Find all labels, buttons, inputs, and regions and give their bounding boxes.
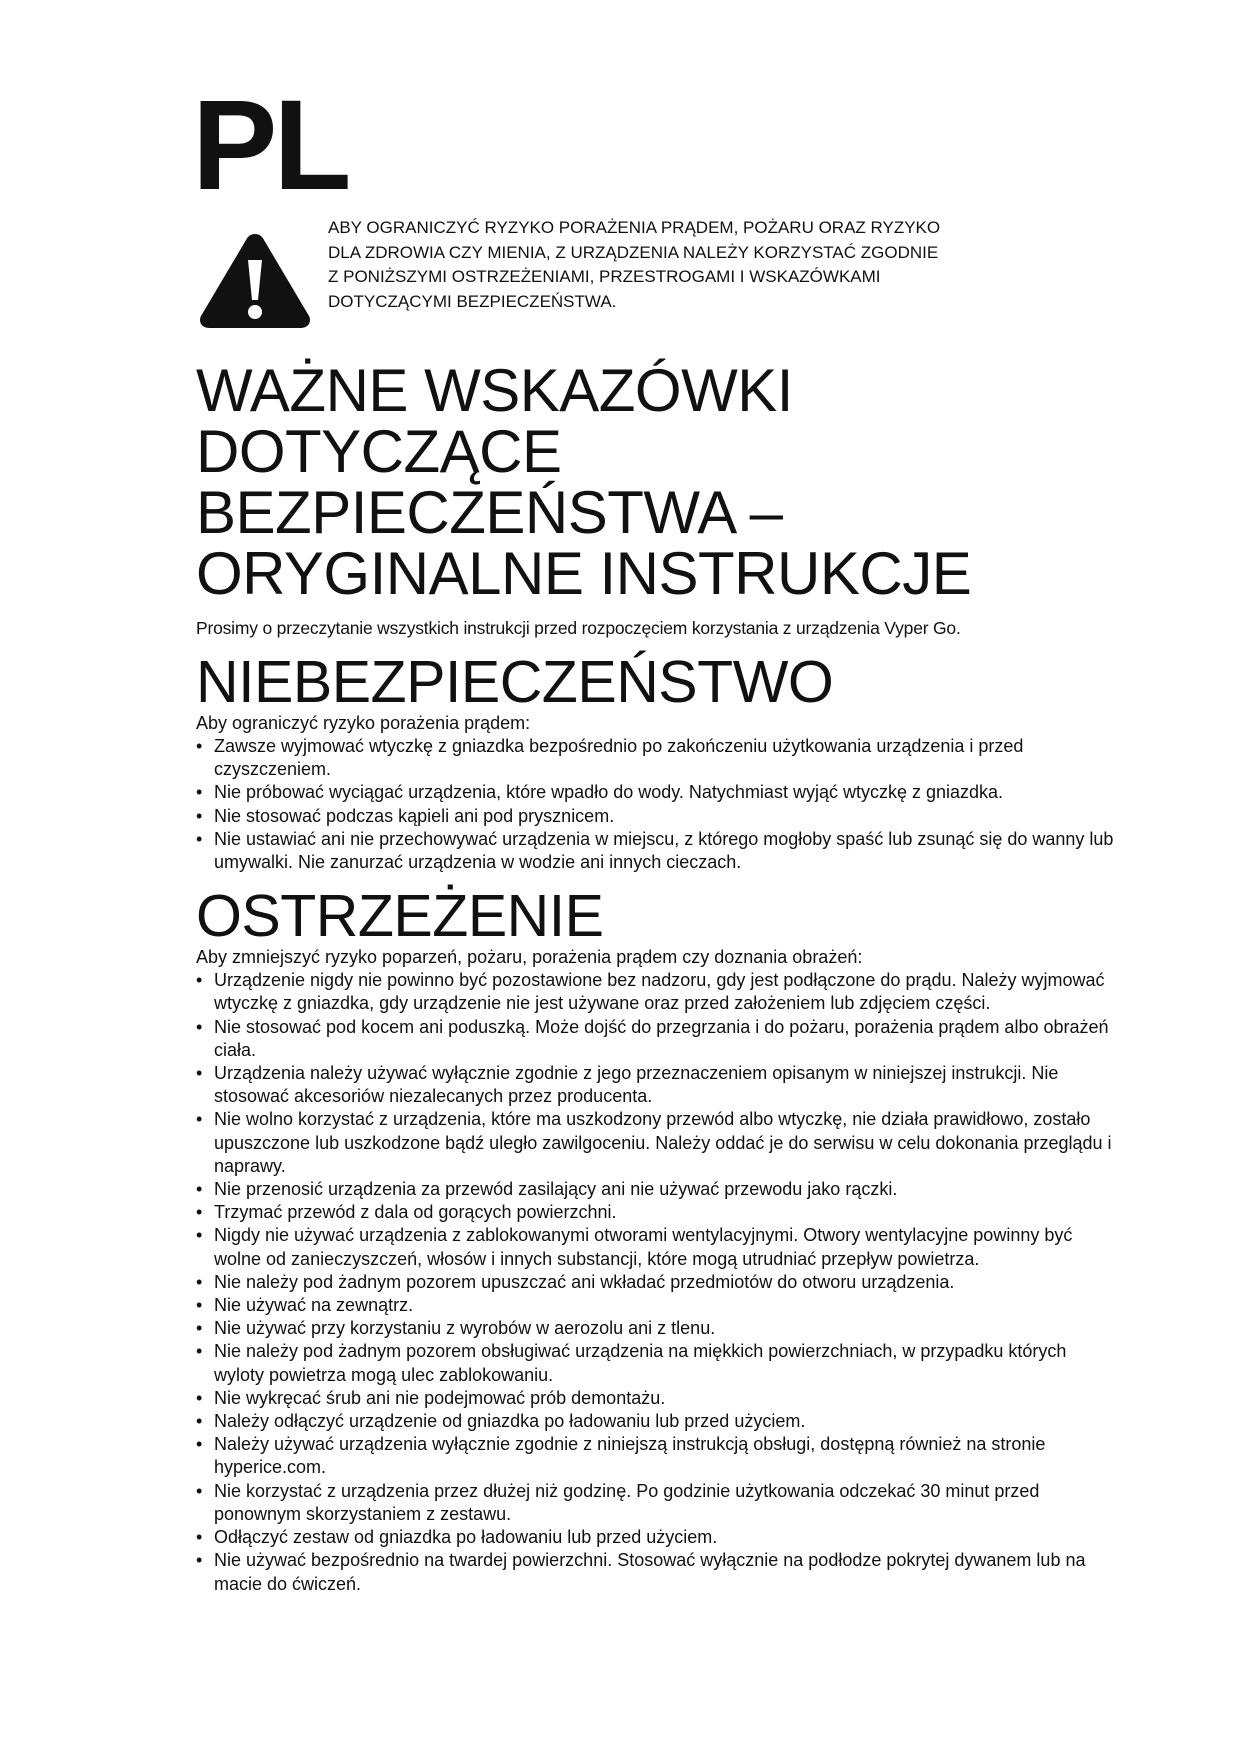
warning-list <box>196 969 1121 1595</box>
safety-warning-box <box>196 216 1121 330</box>
warning-line: DLA ZDROWIA CZY MIENIA, Z URZĄDZENIA NALEŻY KORZYSTAĆ ZGODNIE <box>328 242 939 262</box>
list-item: • Należy odłączyć urządzenie od gniazdka po ładowaniu lub przed użyciem. <box>196 1410 1121 1433</box>
main-title-line: BEZPIECZEŃSTWA – <box>196 479 783 546</box>
main-title-line: ORYGINALNE INSTRUKCJE <box>196 540 972 607</box>
danger-title: NIEBEZPIECZEŃSTWO <box>196 649 834 715</box>
list-item: • Nigdy nie używać urządzenia z zablokowanymi otworami wentylacyjnymi. Otwory wentylacyjne powinny być wolne od zanieczyszczeń, włosów i innych substancji, które mogą utrudniać przepływ powietrza. <box>196 1224 1121 1270</box>
warning-title: OSTRZEŻENIE <box>196 883 604 950</box>
list-item: • Nie używać przy korzystaniu z wyrobów w aerozolu ani z tlenu. <box>196 1317 1121 1340</box>
list-item: • Odłączyć zestaw od gniazdka po ładowaniu lub przed użyciem. <box>196 1526 1121 1549</box>
warning-line: DOTYCZĄCYMI BEZPIECZEŃSTWA. <box>328 291 617 311</box>
list-item: • Urządzenie nigdy nie powinno być pozostawione bez nadzoru, gdy jest podłączone do prądu. Należy wyjmować wtyczkę z gniazdka, gdy urządzenie nie jest używane oraz przed założeniem lub zdjęciem części. <box>196 969 1121 1015</box>
list-item: • Nie korzystać z urządzenia przez dłużej niż godzinę. Po godzinie użytkowania odczekać 30 minut przed ponownym skorzystaniem z zestawu. <box>196 1480 1121 1526</box>
list-item: • Nie należy pod żadnym pozorem obsługiwać urządzenia na miękkich powierzchniach, w przypadku których wyloty powietrza mogą ulec zablokowaniu. <box>196 1340 1121 1386</box>
list-item: • Nie używać bezpośrednio na twardej powierzchni. Stosować wyłącznie na podłodze pokrytej dywanem lub na macie do ćwiczeń. <box>196 1549 1121 1595</box>
warning-triangle-icon <box>196 230 314 330</box>
language-code: PL <box>192 74 348 217</box>
list-item: • Nie przenosić urządzenia za przewód zasilający ani nie używać przewodu jako rączki. <box>196 1178 1121 1201</box>
list-item: • Nie próbować wyciągać urządzenia, które wpadło do wody. Natychmiast wyjąć wtyczkę z gniazdka. <box>196 781 1121 804</box>
intro-text: Prosimy o przeczytanie wszystkich instrukcji przed rozpoczęciem korzystania z urządzenia Vyper Go. <box>196 618 961 638</box>
warning-line: ABY OGRANICZYĆ RYZYKO PORAŻENIA PRĄDEM, POŻARU ORAZ RYZYKO <box>328 218 941 237</box>
list-item: • Nie ustawiać ani nie przechowywać urządzenia w miejscu, z którego mogłoby spaść lub zsunąć się do wanny lub umywalki. Nie zanurzać urządzenia w wodzie ani innych cieczach. <box>196 828 1121 874</box>
list-item: • Nie wolno korzystać z urządzenia, które ma uszkodzony przewód albo wtyczkę, nie działa prawidłowo, zostało upuszczone lub uszkodzone bądź uległo zawilgoceniu. Należy oddać je do serwisu w celu dokonania przeglądu i naprawy. <box>196 1108 1121 1178</box>
list-item: • Nie należy pod żadnym pozorem upuszczać ani wkładać przedmiotów do otworu urządzenia. <box>196 1271 1121 1294</box>
list-item: • Należy używać urządzenia wyłącznie zgodnie z niniejszą instrukcją obsługi, dostępną również na stronie hyperice.com. <box>196 1433 1121 1479</box>
list-item: • Nie stosować podczas kąpieli ani pod prysznicem. <box>196 805 1121 828</box>
list-item: • Urządzenia należy używać wyłącznie zgodnie z jego przeznaczeniem opisanym w niniejszej instrukcji. Nie stosować akcesoriów niezalecanych przez producenta. <box>196 1062 1121 1108</box>
main-title-line: WAŻNE WSKAZÓWKI <box>196 357 793 424</box>
main-title-line: DOTYCZĄCE <box>196 418 562 485</box>
warning-text <box>328 216 940 314</box>
list-item: • Zawsze wyjmować wtyczkę z gniazdka bezpośrednio po zakończeniu użytkowania urządzenia i przed czyszczeniem. <box>196 735 1121 781</box>
list-item: • Nie wykręcać śrub ani nie podejmować prób demontażu. <box>196 1387 1121 1410</box>
warning-lead: Aby zmniejszyć ryzyko poparzeń, pożaru, porażenia prądem czy doznania obrażeń: <box>196 947 863 968</box>
warning-line: Z PONIŻSZYMI OSTRZEŻENIAMI, PRZESTROGAMI I WSKAZÓWKAMI <box>328 267 881 286</box>
list-item: • Nie używać na zewnątrz. <box>196 1294 1121 1317</box>
main-title <box>196 357 1121 607</box>
list-item: • Nie stosować pod kocem ani poduszką. Może dojść do przegrzania i do pożaru, porażenia prądem albo obrażeń ciała. <box>196 1016 1121 1062</box>
list-item: • Trzymać przewód z dala od gorących powierzchni. <box>196 1201 1121 1224</box>
danger-lead: Aby ograniczyć ryzyko porażenia prądem: <box>196 713 531 733</box>
danger-list <box>196 735 1121 874</box>
